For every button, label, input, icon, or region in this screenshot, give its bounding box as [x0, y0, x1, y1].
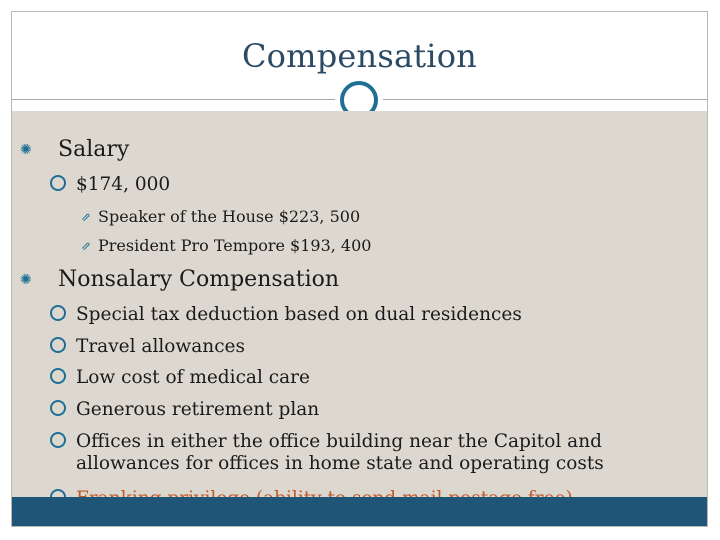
circle-bullet-icon — [50, 337, 66, 353]
bullet-nonsalary — [20, 267, 339, 292]
circle-bullet-icon — [50, 305, 66, 321]
content-area — [12, 111, 707, 498]
bullet-president — [81, 236, 372, 255]
arrow-bullet-icon: ⇗ — [81, 239, 92, 253]
list-item: Generous retirement plan — [76, 399, 319, 421]
president-salary: President Pro Tempore $193, 400 — [98, 236, 372, 255]
sunburst-bullet-icon: ✺ — [20, 142, 32, 158]
bullet-speaker — [81, 207, 361, 226]
speaker-salary: Speaker of the House $223, 500 — [98, 207, 361, 226]
salary-amount: $174, 000 — [76, 174, 171, 195]
list-item: Offices in either the office building near the Capitol and allowances for offices in home state and operating costs — [76, 431, 646, 475]
footer-bar — [12, 497, 707, 526]
circle-bullet-icon — [50, 432, 66, 448]
bullet-salary-amount — [76, 174, 170, 196]
slide — [11, 11, 708, 527]
salary-label: Salary — [58, 137, 130, 162]
circle-bullet-icon — [50, 400, 66, 416]
list-item: Travel allowances — [76, 336, 245, 358]
bullet-salary — [20, 137, 129, 162]
sunburst-bullet-icon: ✺ — [20, 272, 32, 288]
arrow-bullet-icon: ⇗ — [81, 210, 92, 224]
slide-title: Compensation — [242, 37, 477, 75]
circle-bullet-icon — [50, 368, 66, 384]
circle-bullet-icon — [50, 175, 66, 191]
list-item: Special tax deduction based on dual residences — [76, 304, 522, 326]
nonsalary-label: Nonsalary Compensation — [58, 267, 340, 292]
title-area — [12, 12, 707, 111]
list-item: Low cost of medical care — [76, 367, 310, 389]
